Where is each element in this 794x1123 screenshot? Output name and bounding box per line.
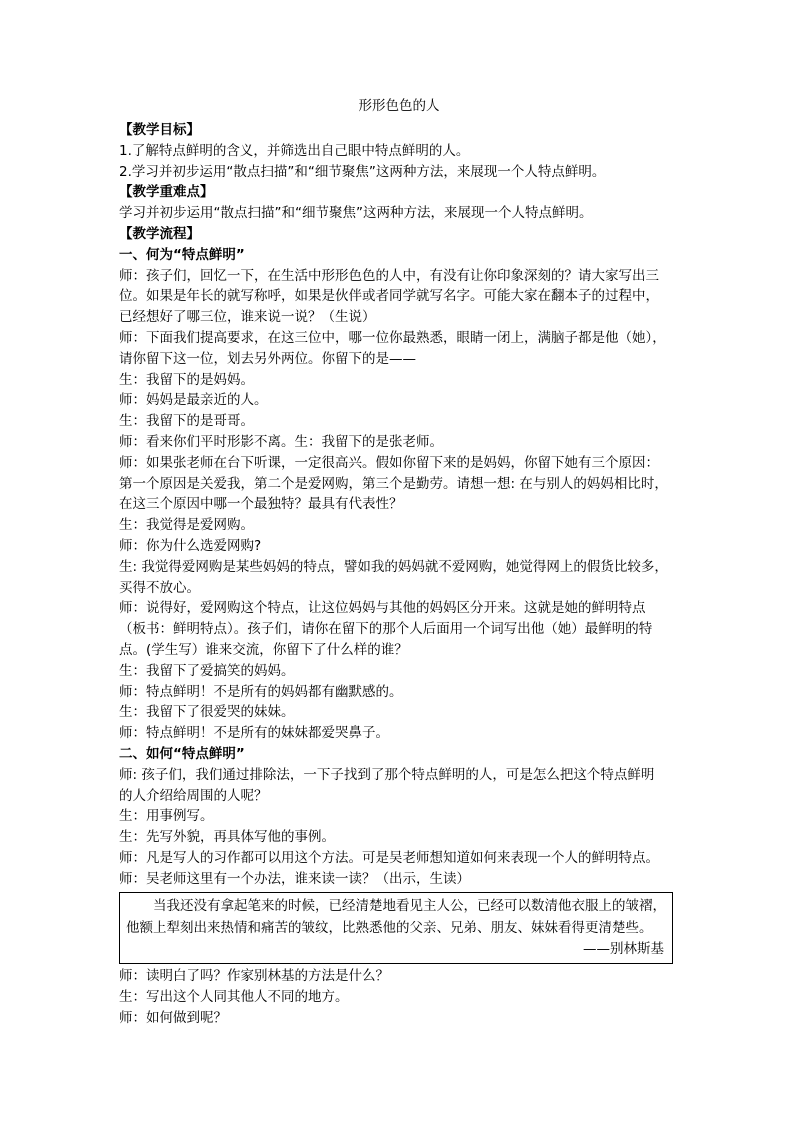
dialogue-line: 买得不放心。 [119,579,200,596]
document-page [119,94,679,1029]
part-2-heading: 二、如何“特点鲜明” [119,745,245,762]
dialogue-line: 生：我留下的是妈妈。 [119,371,254,388]
quote-text: 当我还没有拿起笔来的时候，已经清楚地看见主人公，已经可以数清他衣服上的皱褶，他额上犁刻出来热情和痛苦的皱纹，比熟悉他的父亲、兄弟、朋友、妹妹看得更清楚些。 [126,898,666,937]
dialogue-line: 生：我觉得是爱网购。 [119,517,254,534]
dialogue-line: 生：用事例写。 [119,808,214,825]
key-text: 学习并初步运用“散点扫描”和“细节聚焦”这两种方法，来展现一个人特点鲜明。 [119,205,593,222]
goal-item-2: 2.学习并初步运用“散点扫描”和“细节聚焦”这两种方法，来展现一个人特点鲜明。 [119,163,606,180]
section-key-heading: 【教学重难点】 [119,184,214,201]
dialogue-line: 生：我留下了很爱哭的妹妹。 [119,704,295,721]
dialogue-line: （板书：鲜明特点）。孩子们，请你在留下的那个人后面用一个词写出他（她）最鲜明的特 [119,621,653,638]
dialogue-line: 的人介绍给周围的人呢？ [119,787,268,804]
part-1-heading: 一、何为“特点鲜明” [119,246,245,263]
dialogue-line: 师：如果张老师在台下听课，一定很高兴。假如你留下来的是妈妈，你留下她有三个原因： [119,454,659,471]
dialogue-line: 生：我留下了爱搞笑的妈妈。 [119,662,295,679]
dialogue-line: 师：特点鲜明！不是所有的妈妈都有幽默感的。 [119,683,403,700]
dialogue-line: 师: 孩子们，我们通过排除法，一下子找到了那个特点鲜明的人，可是怎么把这个特点鲜明 [119,766,655,783]
section-process-heading: 【教学流程】 [119,225,200,242]
dialogue-line: 师：孩子们，回忆一下，在生活中形形色色的人中，有没有让你印象深刻的？请大家写出三 [119,267,659,284]
dialogue-line: 师：看来你们平时形影不离。生：我留下的是张老师。 [119,433,443,450]
section-goal-heading: 【教学目标】 [119,122,200,138]
dialogue-line: 师：如何做到呢？ [119,1010,227,1027]
dialogue-line: 师：下面我们提高要求，在这三位中，哪一位你最熟悉，眼睛一闭上，满脑子都是他（她）， [119,329,666,346]
document-title: 形形色色的人 [358,98,440,114]
dialogue-line: 点。(学生写）谁来交流，你留下了什么样的谁？ [119,641,408,658]
dialogue-line: 师：说得好，爱网购这个特点，让这位妈妈与其他的妈妈区分开来。这就是她的鲜明特点 [119,600,646,617]
dialogue-line: 位。如果是年长的就写称呼，如果是伙伴或者同学就写名字。可能大家在翻本子的过程中， [119,288,659,305]
dialogue-line: 第一个原因是关爱我，第二个是爱网购，第三个是勤劳。请想一想: 在与别人的妈妈相比时， [119,475,668,492]
dialogue-line: 请你留下这一位，划去另外两位。你留下的是—— [119,350,416,367]
dialogue-line: 生: 我觉得爱网购是某些妈妈的特点，譬如我的妈妈就不爱网购，她觉得网上的假货比较多， [119,558,668,575]
dialogue-line: 已经想好了哪三位，谁来说一说？（生说） [119,309,376,326]
quote-source: ——别林斯基 [583,941,664,958]
dialogue-line: 生：写出这个人同其他人不同的地方。 [119,989,349,1006]
dialogue-line: 师：凡是写人的习作都可以用这个方法。可是吴老师想知道如何来表现一个人的鲜明特点。 [119,849,659,866]
quote-box [119,892,673,964]
dialogue-line: 生：先写外貌，再具体写他的事例。 [119,829,335,846]
dialogue-line: 师：你为什么选爱网购? [119,537,262,554]
dialogue-line: 在这三个原因中哪一个最独特？最具有代表性？ [119,496,403,513]
dialogue-line: 生：我留下的是哥哥。 [119,413,254,430]
goal-item-1: 1.了解特点鲜明的含义，并筛选出自己眼中特点鲜明的人。 [119,142,470,159]
dialogue-line: 师：特点鲜明！不是所有的妹妹都爱哭鼻子。 [119,725,389,742]
dialogue-line: 师：妈妈是最亲近的人。 [119,392,268,409]
dialogue-line: 师：吴老师这里有一个办法，谁来读一读？（出示，生读） [119,870,470,887]
dialogue-line: 师：读明白了吗？作家别林基的方法是什么？ [119,968,389,985]
